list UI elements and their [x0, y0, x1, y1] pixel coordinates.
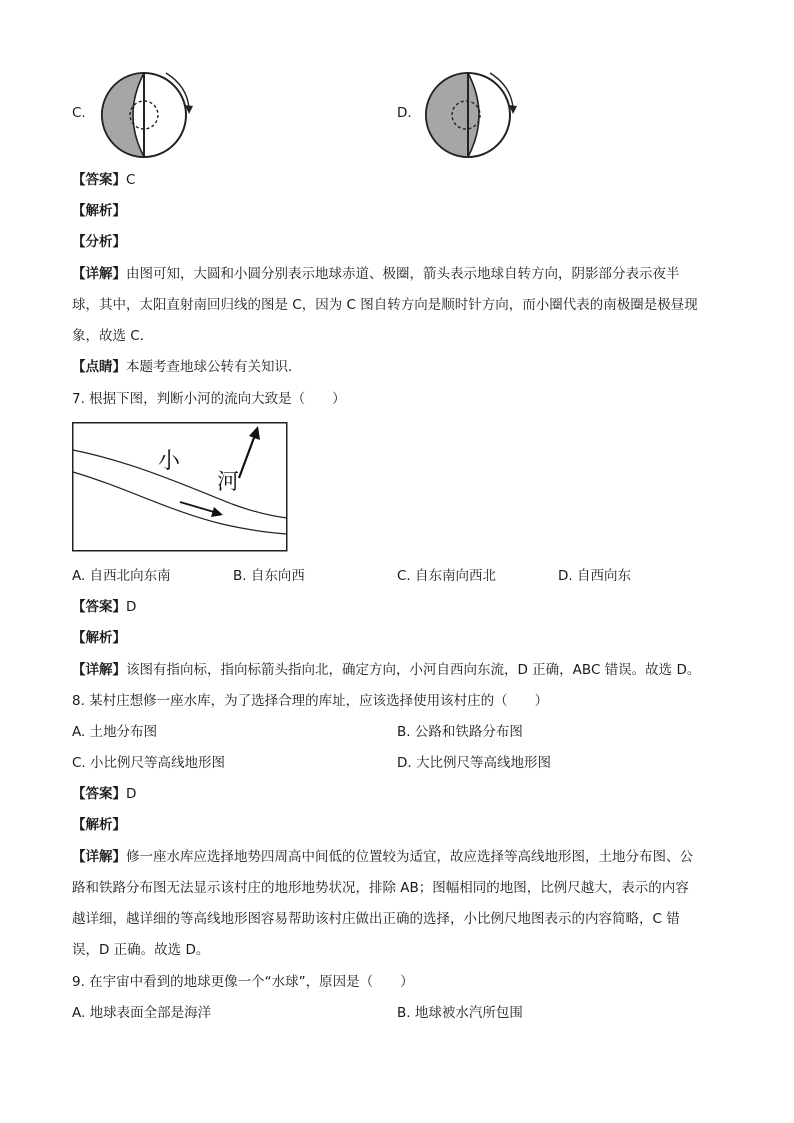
answer-value: D — [126, 786, 137, 802]
q8-stem: 8. 某村庄想修一座水库，为了选择合理的库址，应该选择使用该村庄的（ ） — [72, 693, 549, 709]
fenxi-label: 【分析】 — [72, 234, 126, 250]
detail-label: 【详解】 — [72, 849, 126, 865]
globe-figure-c — [96, 68, 196, 160]
figure-frame — [73, 423, 287, 551]
q8-option-d: D. 大比例尺等高线地形图 — [397, 755, 551, 771]
q7-option-d: D. 自西向东 — [558, 568, 631, 584]
q7-answer-row — [72, 597, 136, 617]
q6-answer-row — [72, 170, 135, 190]
detail-text: 由图可知，大圆和小圆分别表示地球赤道、极圈，箭头表示地球自转方向，阴影部分表示夜半 — [126, 266, 680, 282]
answer-label: 【答案】 — [72, 172, 126, 188]
q9-option-a: A. 地球表面全部是海洋 — [72, 1005, 212, 1021]
q7-option-b: B. 自东向西 — [233, 568, 305, 584]
q8-option-a: A. 土地分布图 — [72, 724, 158, 740]
q6-point-row — [72, 357, 302, 377]
q7-stem: 7. 根据下图，判断小河的流向大致是（ ） — [72, 391, 346, 407]
analysis-label: 【解析】 — [72, 203, 126, 219]
river-figure — [72, 422, 288, 552]
q8-answer-row — [72, 784, 136, 804]
q6-detail-line-3: 象，故选 C． — [72, 328, 154, 344]
analysis-label: 【解析】 — [72, 630, 126, 646]
q8-option-b: B. 公路和铁路分布图 — [397, 724, 523, 740]
analysis-label: 【解析】 — [72, 817, 126, 833]
river-char-he: 河 — [217, 470, 240, 495]
q8-detail-line-3: 越详细，越详细的等高线地形图容易帮助该村庄做出正确的选择，小比例尺地图表示的内容简略，C 错 — [72, 911, 680, 927]
q7-detail-row — [72, 660, 700, 680]
q7-option-c: C. 自东南向西北 — [397, 568, 497, 584]
detail-label: 【详解】 — [72, 266, 126, 282]
point-text: 本题考查地球公转有关知识． — [126, 359, 302, 375]
q6-detail-line-2: 球，其中，太阳直射南回归线的图是 C，因为 C 图自转方向是顺时针方向，而小圈代表的南极圈是极昼现 — [72, 297, 698, 313]
answer-value: C — [126, 172, 136, 188]
night-shadow — [426, 73, 479, 157]
q8-detail-line-2: 路和铁路分布图无法显示该村庄的地形地势状况，排除 AB；图幅相同的地图，比例尺越大，表示的内容 — [72, 880, 689, 896]
q8-detail-line-4: 误，D 正确。故选 D。 — [72, 942, 210, 958]
answer-value: D — [126, 599, 137, 615]
q8-option-c: C. 小比例尺等高线地形图 — [72, 755, 226, 771]
point-label: 【点睛】 — [72, 359, 126, 375]
option-c-label: C. — [72, 105, 86, 121]
river-char-xiao: 小 — [158, 449, 181, 474]
globe-figure-d — [420, 68, 520, 160]
q9-option-b: B. 地球被水汽所包围 — [397, 1005, 523, 1021]
q6-detail-line-1 — [72, 264, 680, 284]
q8-detail-line-1 — [72, 847, 693, 867]
q7-option-a: A. 自西北向东南 — [72, 568, 171, 584]
answer-label: 【答案】 — [72, 599, 126, 615]
detail-text: 修一座水库应选择地势四周高中间低的位置较为适宜，故应选择等高线地形图，土地分布图、公 — [126, 849, 693, 865]
answer-label: 【答案】 — [72, 786, 126, 802]
detail-label: 【详解】 — [72, 662, 126, 678]
option-d-label: D. — [397, 105, 412, 121]
detail-text: 该图有指向标，指向标箭头指向北，确定方向，小河自西向东流，D 正确，ABC 错误。故选 D。 — [126, 662, 701, 678]
q9-stem: 9. 在宇宙中看到的地球更像一个“水球”，原因是（ ） — [72, 974, 414, 990]
